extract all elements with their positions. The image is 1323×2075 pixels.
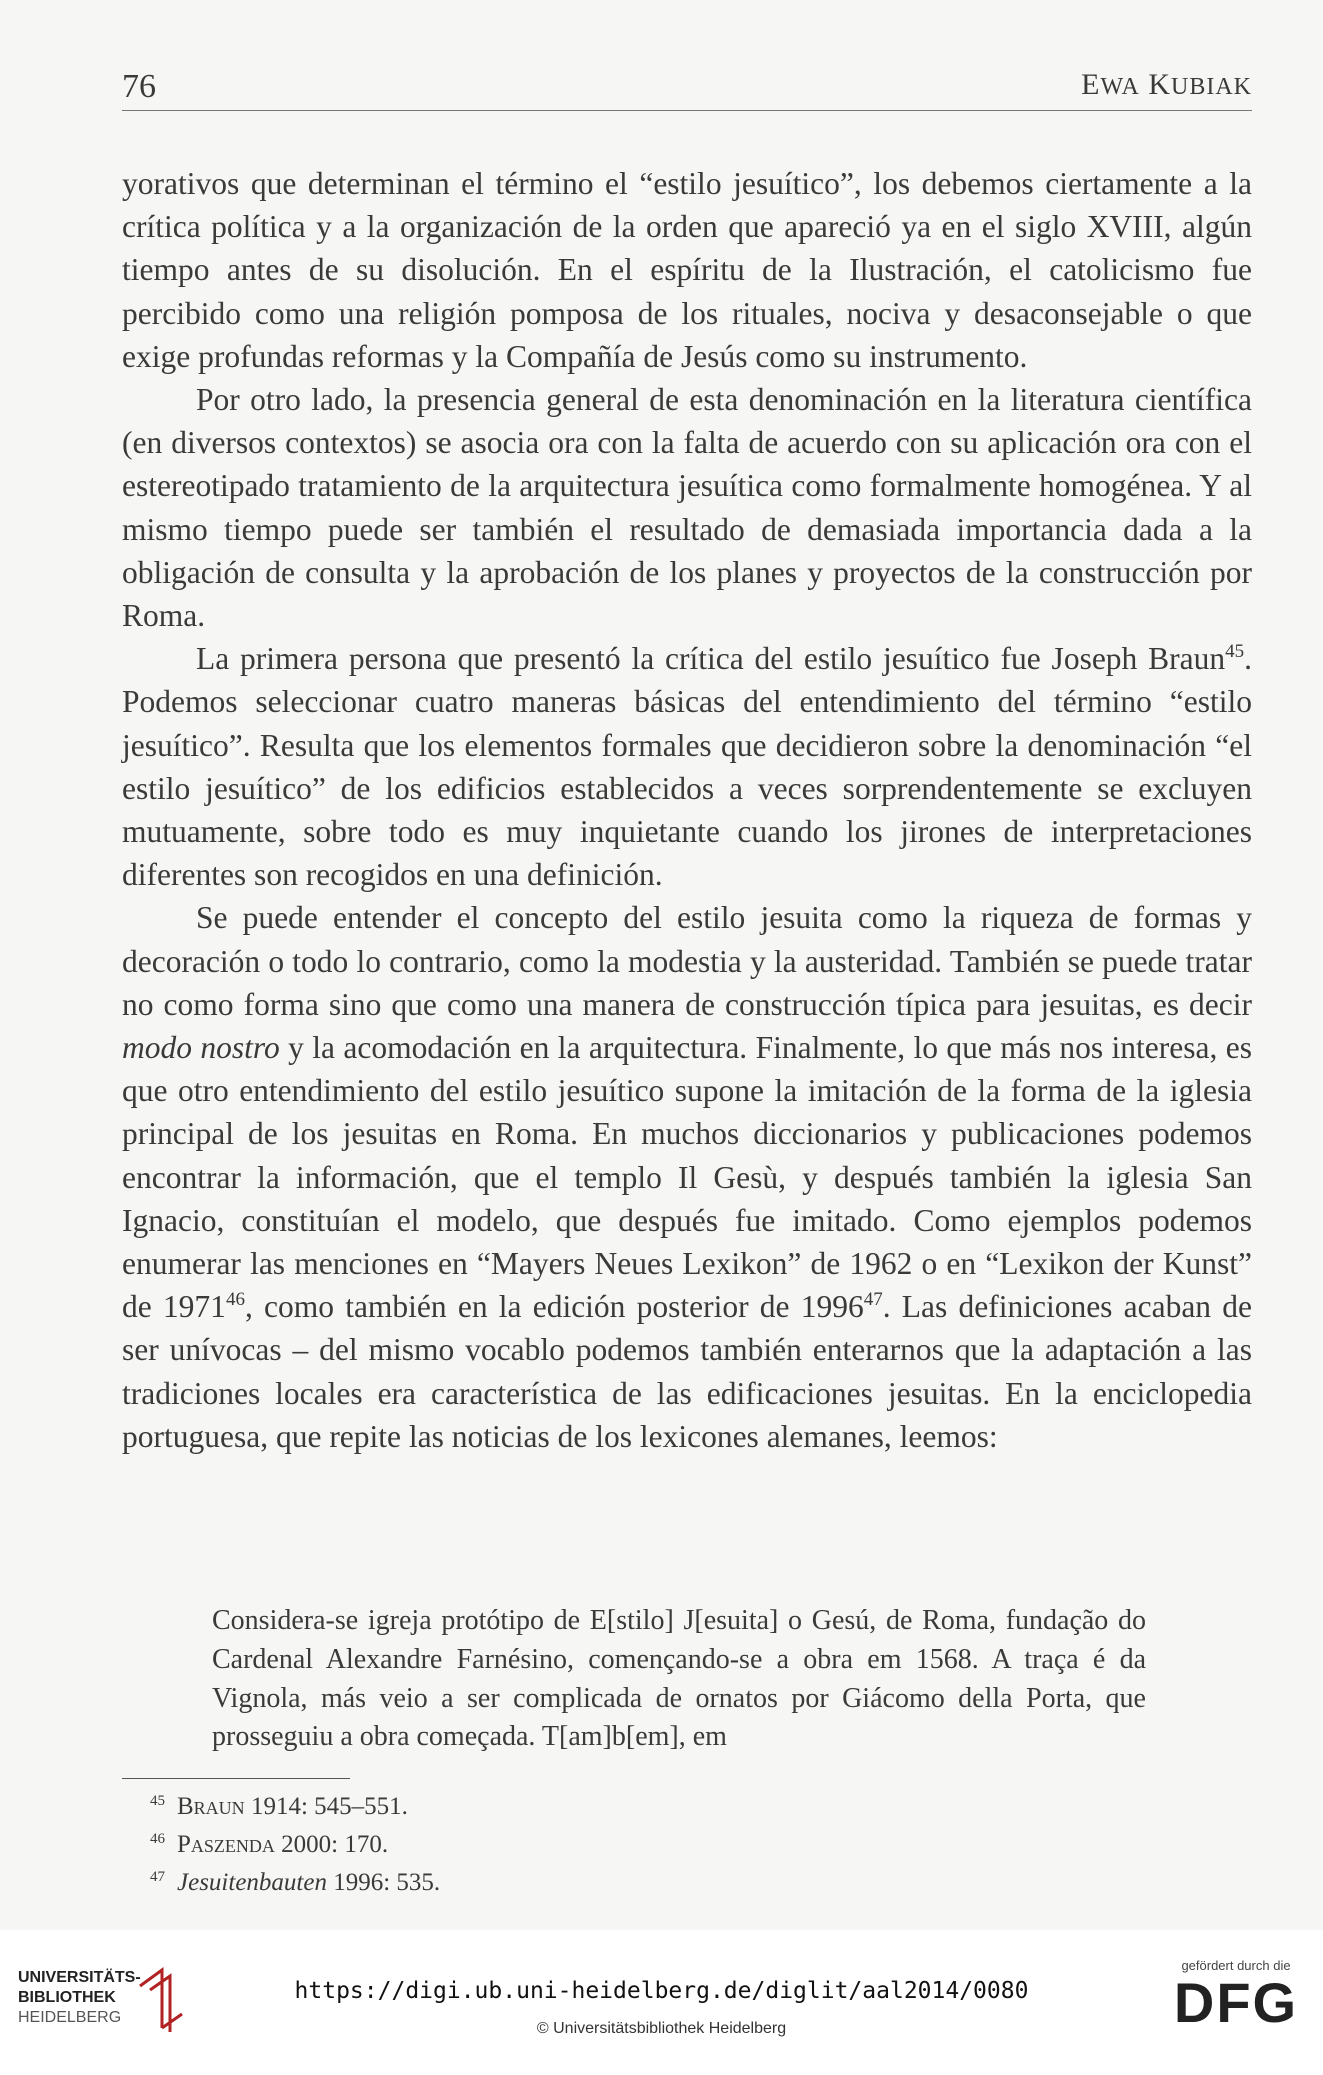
paragraph: Por otro lado, la presencia general de esta denominación en la literatura científica (en diversos contextos) se asocia ora con la falta de acuerdo con su aplicación ora con el estereotipado tratamiento de la arquitectura jesuítica como formalmente homogénea. Y al mismo tiempo puede ser también el resultado de demasiada importancia dada a la obligación de consulta y la aprobación de los planes y proyectos de la construcción por Roma. bbox=[122, 382, 1252, 634]
text-run: , como también en la edición posterior de 1996 bbox=[244, 1289, 864, 1325]
page-number: 76 bbox=[122, 68, 156, 105]
paragraph: yorativos que determinan el término el “estilo jesuítico”, los debemos ciertamente a la crítica política y a la organización de la orden que apareció ya en el siglo XVIII, algún tiempo antes de su disolución. En el espíritu de la Ilustración, el catolicismo fue percibido como una religión pomposa de los rituales, nociva y desaconsejable o que exige profundas reformas y la Compañía de Jesús como su instrumento. bbox=[122, 166, 1252, 374]
header-rule bbox=[122, 110, 1252, 111]
text-run: . Las definiciones acaban de ser unívocas – del mismo vocablo podemos también enterarnos que la adaptación a las tradiciones locales era característica de las edificaciones jesuitas. En la enciclopedia portuguesa, que repite las noticias de los lexicones alemanes, leemos: bbox=[122, 1289, 1252, 1454]
text-run: y la acomodación en la arquitectura. Finalmente, lo que más nos interesa, es que otro entendimiento del estilo jesuítico supone la imitación de la forma de la iglesia principal de los jesuitas en Roma. En muchos diccionarios y publicaciones podemos encontrar la información, que el templo Il Gesù, y después también la iglesia San Ignacio, constituían el modelo, que después fue imitado. Como ejemplos podemos enumerar las menciones en “Mayers Neues Lexikon” de 1962 o en “Lexikon der Kunst” de 1971 bbox=[122, 1030, 1252, 1325]
author-initial: K bbox=[1148, 68, 1171, 101]
text-run: . Podemos seleccionar cuatro maneras básicas del entendimiento del término “estilo jesuítico”. Resulta que los elementos formales que decidieron sobre la denominación “el estilo jesuítico” de los edificios establecidos a veces sorprendentemente se excluyen mutuamente, sobre todo es muy inquietante cuando los jirones de interpretaciones diferentes son recogidos en una definición. bbox=[122, 641, 1252, 893]
text-run: Se puede entender el concepto del estilo jesuita como la riqueza de formas y decoración o todo lo contrario, como la modestia y la austeridad. También se puede tratar no como forma sino que como una manera de construcción típica para jesuitas, es decir bbox=[122, 900, 1252, 1022]
author-initial: E bbox=[1081, 68, 1101, 101]
body-text bbox=[122, 162, 1252, 1458]
footnote-number: 45 bbox=[150, 1793, 165, 1809]
library-name-line: BIBLIOTHEK bbox=[18, 1989, 116, 2006]
footnote-author: Braun bbox=[177, 1793, 245, 1820]
dfg-tagline: gefördert durch die bbox=[1181, 1958, 1291, 1973]
block-quote: Considera-se igreja protótipo de E[stilo] J[esuita] o Gesú, de Roma, fundação do Cardenal Alexandre Farnésino, començando-se a obra em 1568. A traça é da Vignola, más veio a ser complicada de ornatos por Giácomo della Porta, que prosseguiu a obra começada. T[am]b[em], em bbox=[212, 1605, 1146, 1753]
paragraph bbox=[122, 896, 1252, 1458]
viewer-footer bbox=[0, 1930, 1323, 2075]
footnote-number: 46 bbox=[150, 1831, 165, 1847]
footnote-text: 2000: 170. bbox=[274, 1831, 389, 1858]
footnote-ref[interactable]: 46 bbox=[225, 1289, 245, 1311]
paragraph bbox=[122, 637, 1252, 896]
running-head-author bbox=[1081, 68, 1252, 102]
author-rest: UBIAK bbox=[1171, 74, 1252, 100]
text-run: La primera persona que presentó la crítica del estilo jesuítico fue Joseph Braun bbox=[196, 641, 1226, 677]
copyright-notice: © Universitätsbibliothek Heidelberg bbox=[536, 2020, 787, 2037]
library-name-line: HEIDELBERG bbox=[18, 2009, 122, 2026]
footnotes bbox=[150, 1788, 440, 1902]
footnote-45 bbox=[150, 1788, 440, 1826]
author-rest: WA bbox=[1100, 74, 1140, 100]
italic-term: modo nostro bbox=[122, 1030, 280, 1066]
library-name-line: UNIVERSITÄTS- bbox=[18, 1969, 141, 1986]
dfg-logo[interactable] bbox=[1171, 1958, 1301, 2048]
page-header bbox=[122, 68, 1252, 108]
footnote-text: 1996: 535. bbox=[326, 1869, 441, 1896]
footnote-ref[interactable]: 47 bbox=[863, 1289, 883, 1311]
footnote-text: 1914: 545–551. bbox=[244, 1793, 408, 1820]
footnote-rule bbox=[122, 1778, 350, 1779]
footnote-46 bbox=[150, 1826, 440, 1864]
dfg-wordmark: DFG bbox=[1173, 1971, 1299, 2034]
footnote-title: Jesuitenbauten bbox=[177, 1869, 327, 1896]
footnote-47 bbox=[150, 1864, 440, 1902]
footnote-author: Paszenda bbox=[177, 1831, 275, 1858]
footnote-number: 47 bbox=[150, 1869, 165, 1885]
permalink-url[interactable]: https://digi.ub.uni-heidelberg.de/diglit/aal2014/0080 bbox=[294, 1978, 1029, 2004]
footnote-ref[interactable]: 45 bbox=[1225, 641, 1245, 663]
